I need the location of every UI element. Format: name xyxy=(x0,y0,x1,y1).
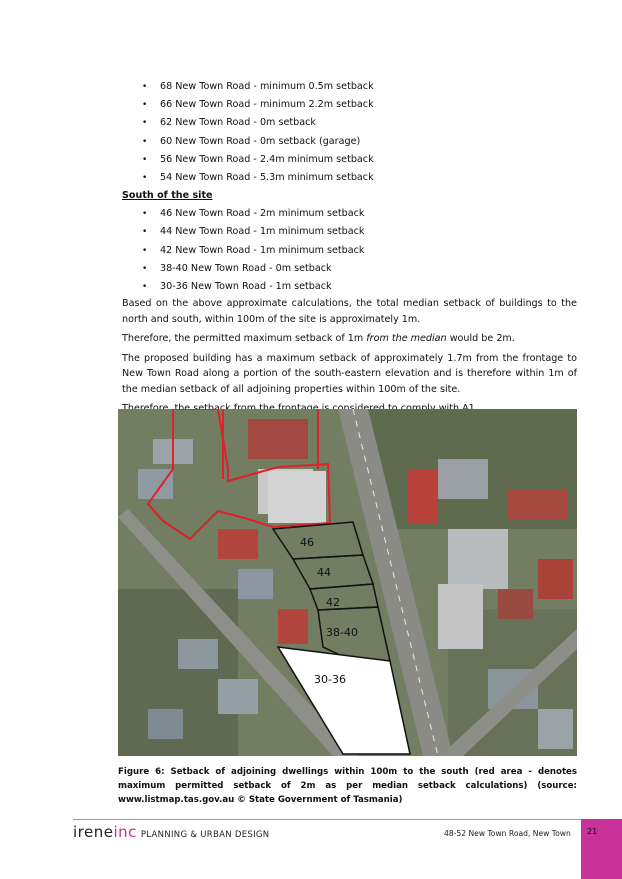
emphasis-text: from the median xyxy=(366,333,447,345)
list-item: • 56 New Town Road - 2.4m minimum setback xyxy=(122,151,577,169)
list-item: • 68 New Town Road - minimum 0.5m setback xyxy=(122,78,577,96)
page-number-tab xyxy=(581,819,622,879)
list-item: • 30-36 New Town Road - 1m setback xyxy=(122,278,577,296)
list-item: • 38-40 New Town Road - 0m setback xyxy=(122,260,577,278)
list-item: • 62 New Town Road - 0m setback xyxy=(122,114,577,132)
south-setback-list xyxy=(122,205,577,296)
lot-label-42: 42 xyxy=(326,596,340,609)
logo-text-primary: irene xyxy=(73,823,114,841)
list-item: • 46 New Town Road - 2m minimum setback xyxy=(122,205,577,223)
logo-text-accent: inc xyxy=(113,823,137,841)
figure-caption: Figure 6: Setback of adjoining dwellings within 100m to the south (red area - denotes maximum permitted setback of 2m as per median setback calculations) (source: www.listmap.tas.gov.au © State Government of Tasmania) xyxy=(118,767,577,805)
north-setback-list xyxy=(122,78,577,187)
aerial-map xyxy=(118,409,577,756)
lot-label-38-40: 38-40 xyxy=(326,626,358,639)
list-item: • 60 New Town Road - 0m setback (garage) xyxy=(122,133,577,151)
document-body xyxy=(122,78,577,421)
company-logo xyxy=(73,823,269,841)
paragraph-permitted xyxy=(122,331,577,347)
south-heading: South of the site xyxy=(122,190,213,202)
lot-label-44: 44 xyxy=(317,566,331,579)
aerial-map-figure xyxy=(118,409,577,756)
footer-address: 48-52 New Town Road, New Town xyxy=(444,829,571,838)
list-item: • 42 New Town Road - 1m minimum setback xyxy=(122,242,577,260)
paragraph-text: Therefore, the permitted maximum setback of 1m xyxy=(122,333,367,345)
paragraph-text: would be 2m. xyxy=(446,333,515,345)
lot-label-46: 46 xyxy=(300,536,314,549)
list-item: • 66 New Town Road - minimum 2.2m setback xyxy=(122,96,577,114)
lot-label-30-36: 30-36 xyxy=(314,673,346,686)
list-item: • 44 New Town Road - 1m minimum setback xyxy=(122,223,577,241)
list-item: • 54 New Town Road - 5.3m minimum setback xyxy=(122,169,577,187)
logo-tagline: PLANNING & URBAN DESIGN xyxy=(140,830,270,840)
footer-divider xyxy=(73,819,581,820)
page-number: 21 xyxy=(587,827,598,836)
paragraph-proposed: The proposed building has a maximum setback of approximately 1.7m from the frontage to New Town Road along a portion of the south-eastern elevation and is therefore within 1m of the median setback of all adjoining properties within 100m of the site. xyxy=(122,352,577,395)
paragraph-median: Based on the above approximate calculations, the total median setback of buildings to the north and south, within 100m of the site is approximately 1m. xyxy=(122,298,577,325)
